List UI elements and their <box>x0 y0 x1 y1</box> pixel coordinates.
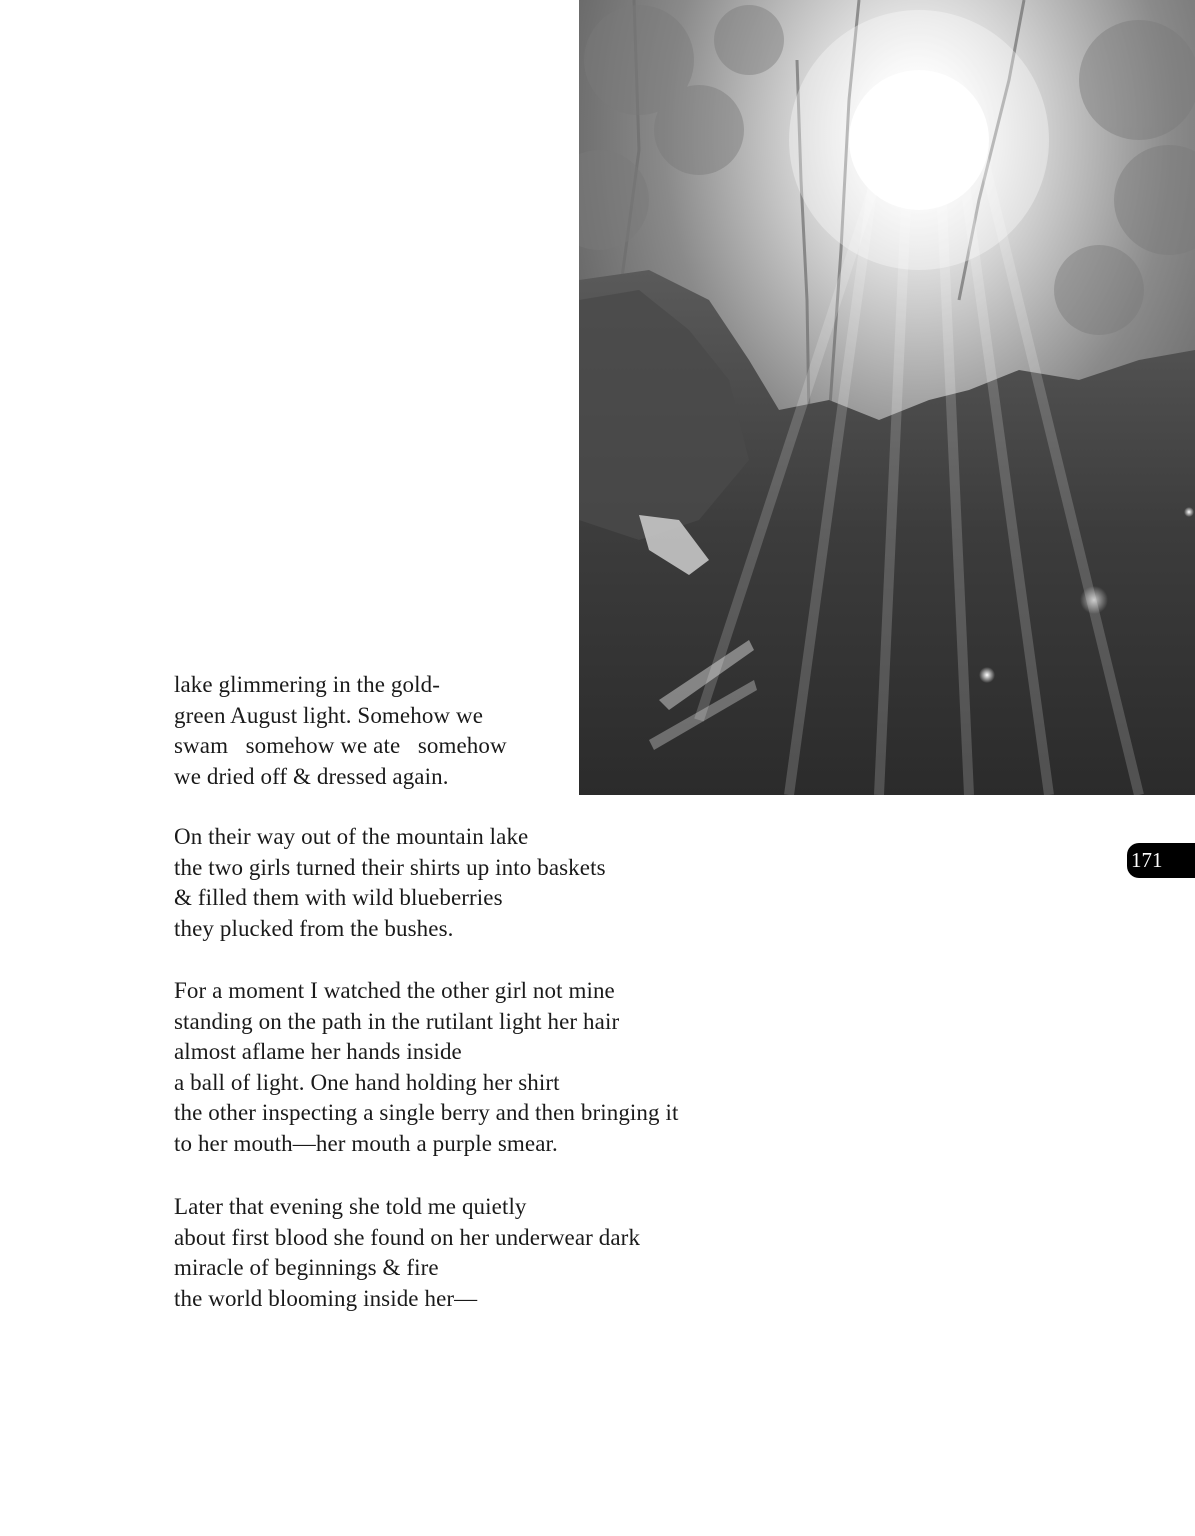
poem-line: they plucked from the bushes. <box>174 915 454 941</box>
poem-stanza-3 <box>174 976 774 1160</box>
poem-line: standing on the path in the rutilant light her hair <box>174 1008 620 1034</box>
poem-line: & filled them with wild blueberries <box>174 885 503 911</box>
poem-stanza-4 <box>174 1192 774 1314</box>
poem-stanza-2 <box>174 822 774 944</box>
poem-line: about first blood she found on her underwear dark <box>174 1224 641 1250</box>
page-number: 171 <box>1131 848 1163 872</box>
poem-line: the world blooming inside her— <box>174 1285 478 1311</box>
poem-line: miracle of beginnings & fire <box>174 1255 439 1281</box>
poem-line: For a moment I watched the other girl not mine <box>174 978 615 1003</box>
poem-line: the two girls turned their shirts up into baskets <box>174 854 606 880</box>
poem-line: swam somehow we ate somehow <box>174 733 507 759</box>
poem-line: Later that evening she told me quietly <box>174 1194 527 1219</box>
poem-line: to her mouth—her mouth a purple smear. <box>174 1130 558 1156</box>
poem-line: On their way out of the mountain lake <box>174 824 529 849</box>
poem-line: almost aflame her hands inside <box>174 1039 462 1065</box>
poem-stanza-1 <box>174 670 774 792</box>
poem-line: a ball of light. One hand holding her shirt <box>174 1069 560 1095</box>
poem-line: green August light. Somehow we <box>174 702 483 728</box>
poem-line: lake glimmering in the gold- <box>174 672 440 697</box>
poem-line: we dried off & dressed again. <box>174 763 449 789</box>
page-number-tab <box>1127 843 1195 878</box>
poem-line: the other inspecting a single berry and then bringing it <box>174 1100 679 1126</box>
